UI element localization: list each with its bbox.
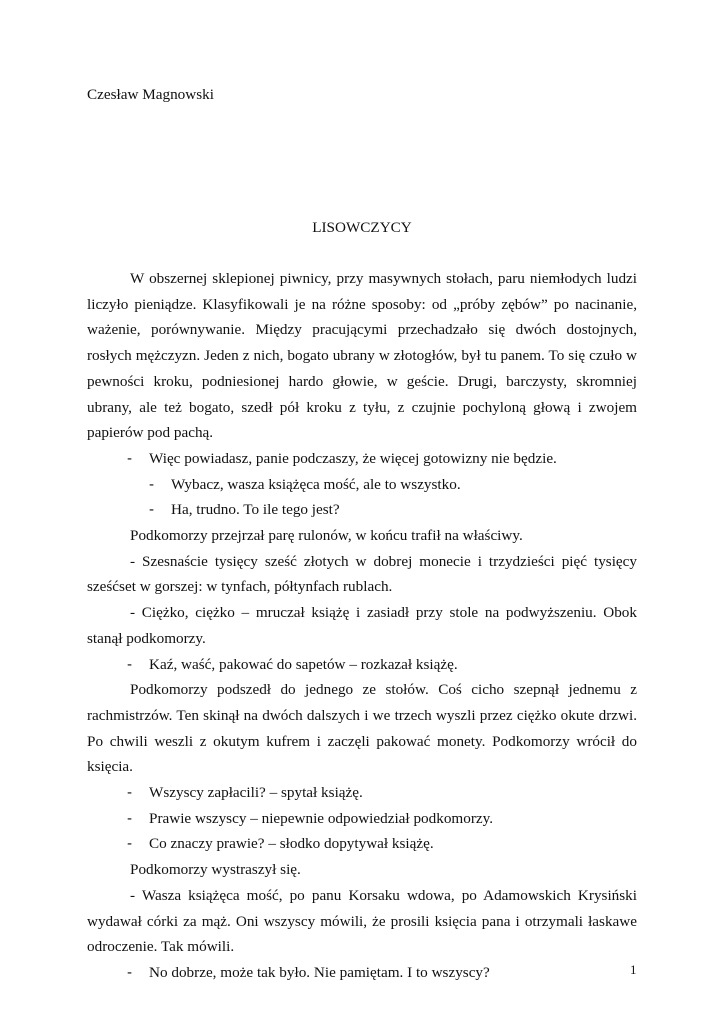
paragraph: W obszernej sklepionej piwnicy, przy masywnych stołach, paru niemłodych ludzi liczyło pieniądze. Klasyfikowali je na różne sposoby: od „próby zębów” po nacinanie, ważenie, porównywanie. Między pracującymi przechadzało się dwóch dostojnych, rosłych mężczyzn. Jeden z nich, bogato ubrany w złotogłów, był tu panem. To się czuło w pewności kroku, podniesionej hardo głowie, w geście. Drugi, barczysty, skromniej ubrany, ale też bogato, szedł pół kroku z tyłu, z czujnie pochyloną głową i zwojem papierów pod pachą.: [87, 270, 637, 442]
dialogue-dash: -: [127, 963, 133, 981]
dialogue-dash: -: [127, 835, 133, 853]
dialogue-line: [87, 960, 637, 986]
document-body: [87, 266, 637, 986]
page-number: 1: [630, 962, 637, 977]
paragraph: Podkomorzy podszedł do jednego ze stołów. Coś cicho szepnął jednemu z rachmistrzów. Ten skinął na dwóch dalszych i we trzech wyszli przez ciężko okute drzwi. Po chwili weszli z okutym kufrem i zaczęli pakować monety. Podkomorzy wrócił do księcia.: [87, 681, 637, 776]
dialogue-text: Ha, trudno. To ile tego jest?: [171, 501, 340, 519]
dialogue-line: [87, 446, 637, 472]
dialogue-line: [87, 806, 637, 832]
paragraph: - Ciężko, ciężko – mruczał książę i zasiadł przy stole na podwyższeniu. Obok stanął podkomorzy.: [87, 604, 637, 647]
dialogue-line: [87, 780, 637, 806]
paragraph: - Szesnaście tysięcy sześć złotych w dobrej monecie i trzydzieści pięć tysięcy sześćset w gorszej: w tynfach, półtynfach rublach.: [87, 552, 637, 596]
dialogue-dash: -: [127, 809, 133, 827]
dialogue-line: [87, 831, 637, 857]
dialogue-text: Wybacz, wasza książęca mość, ale to wszystko.: [171, 475, 461, 493]
dialogue-text: Prawie wszyscy – niepewnie odpowiedział podkomorzy.: [149, 809, 494, 827]
document-title: LISOWCZYCY: [312, 219, 412, 236]
paragraph: Podkomorzy przejrzał parę rulonów, w końcu trafił na właściwy.: [130, 527, 523, 545]
dialogue-line: [87, 652, 637, 678]
dialogue-dash: -: [127, 449, 133, 467]
dialogue-text: Więc powiadasz, panie podczaszy, że więcej gotowizny nie będzie.: [149, 449, 557, 467]
dialogue-dash: -: [149, 501, 155, 519]
dialogue-line: [87, 472, 637, 498]
dialogue-line: [87, 497, 637, 523]
paragraph: - Wasza książęca mość, po panu Korsaku wdowa, po Adamowskich Krysiński wydawał córki za mąż. Oni wszyscy mówili, że prosili księcia pana i otrzymali łaskawe odroczenie. Tak mówili.: [87, 886, 637, 956]
dialogue-dash: -: [149, 475, 155, 493]
dialogue-text: No dobrze, może tak było. Nie pamiętam. I to wszyscy?: [149, 963, 490, 981]
dialogue-text: Kaź, waść, pakować do sapetów – rozkazał książę.: [149, 655, 458, 673]
author-name: Czesław Magnowski: [87, 86, 214, 103]
dialogue-dash: -: [127, 784, 133, 802]
dialogue-text: Co znaczy prawie? – słodko dopytywał książę.: [149, 835, 434, 853]
paragraph: Podkomorzy wystraszył się.: [130, 861, 301, 879]
dialogue-dash: -: [127, 655, 133, 673]
dialogue-text: Wszyscy zapłacili? – spytał książę.: [149, 784, 363, 802]
